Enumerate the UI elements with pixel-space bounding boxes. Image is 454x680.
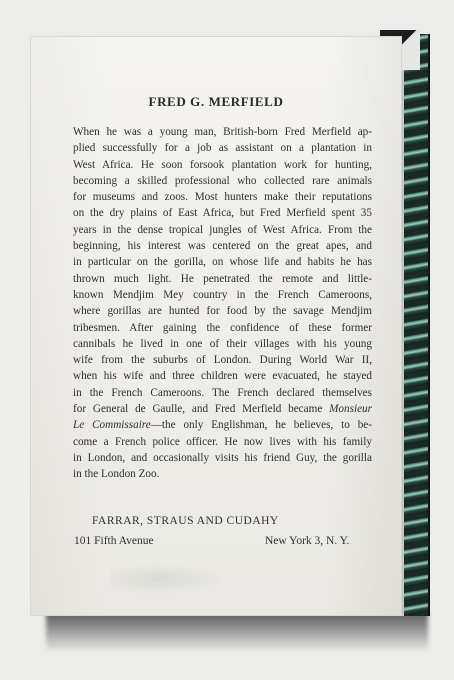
book-spine [398,34,430,616]
bio-line: plied successfully for a job as assistant on a plantation in [73,142,372,155]
bio-line: in the French Cameroons. The French declared themselves [73,386,372,399]
bio-line: on the dry plains of East Africa, but Fred Merfield spent 35 [73,207,372,220]
bio-line: Le Commissaire—the only Englishman, he believes, to be- [73,419,372,432]
bio-line: When he was a young man, British-born Fred Merfield ap- [73,126,372,138]
bio-line: when his wife and three children were evacuated, he stayed [73,370,372,383]
bio-line: in particular on the gorilla, on whose life and habits he has [73,256,372,269]
publisher-street: 101 Fifth Avenue [74,535,154,547]
bio-line: in London, and occasionally visits his friend Guy, the gorilla [73,451,372,464]
book-shadow [46,612,428,652]
cover-scuff [110,564,230,594]
bio-line: for museums and zoos. Most hunters make their reputations [73,191,372,204]
bio-line: years in the dense tropical jungles of West Africa. From the [73,223,372,236]
bio-line: known Mendjim Mey country in the French Cameroons, [73,288,372,301]
bio-line: where gorillas are hunted for food by the savage Mendjim [73,305,372,318]
bio-line: tribesmen. After gaining the confidence of these former [73,321,372,334]
bio-line: thrown much light. He penetrated the remote and little- [73,272,372,285]
bio-line: West Africa. He soon forsook plantation work for hunting, [73,158,372,171]
author-heading: FRED G. MERFIELD [148,94,284,109]
author-biography [73,124,372,483]
bio-line: come a French police officer. He now lives with his family [73,435,372,448]
bio-line: beginning, his interest was centered on the great apes, and [73,240,372,253]
back-cover [30,36,402,616]
bio-line: cannibals he lived in one of their villages with his young [73,337,372,350]
publisher-city: New York 3, N. Y. [265,535,350,547]
bio-line: in the London Zoo. [73,468,160,481]
publisher-name: FARRAR, STRAUS AND CUDAHY [92,515,279,527]
bio-line: becoming a skilled professional who collected rare animals [73,174,372,187]
bio-line: for General de Gaulle, and Fred Merfield became Monsieur [73,403,372,416]
bio-line: wife from the suburbs of London. During World War II, [73,354,372,367]
